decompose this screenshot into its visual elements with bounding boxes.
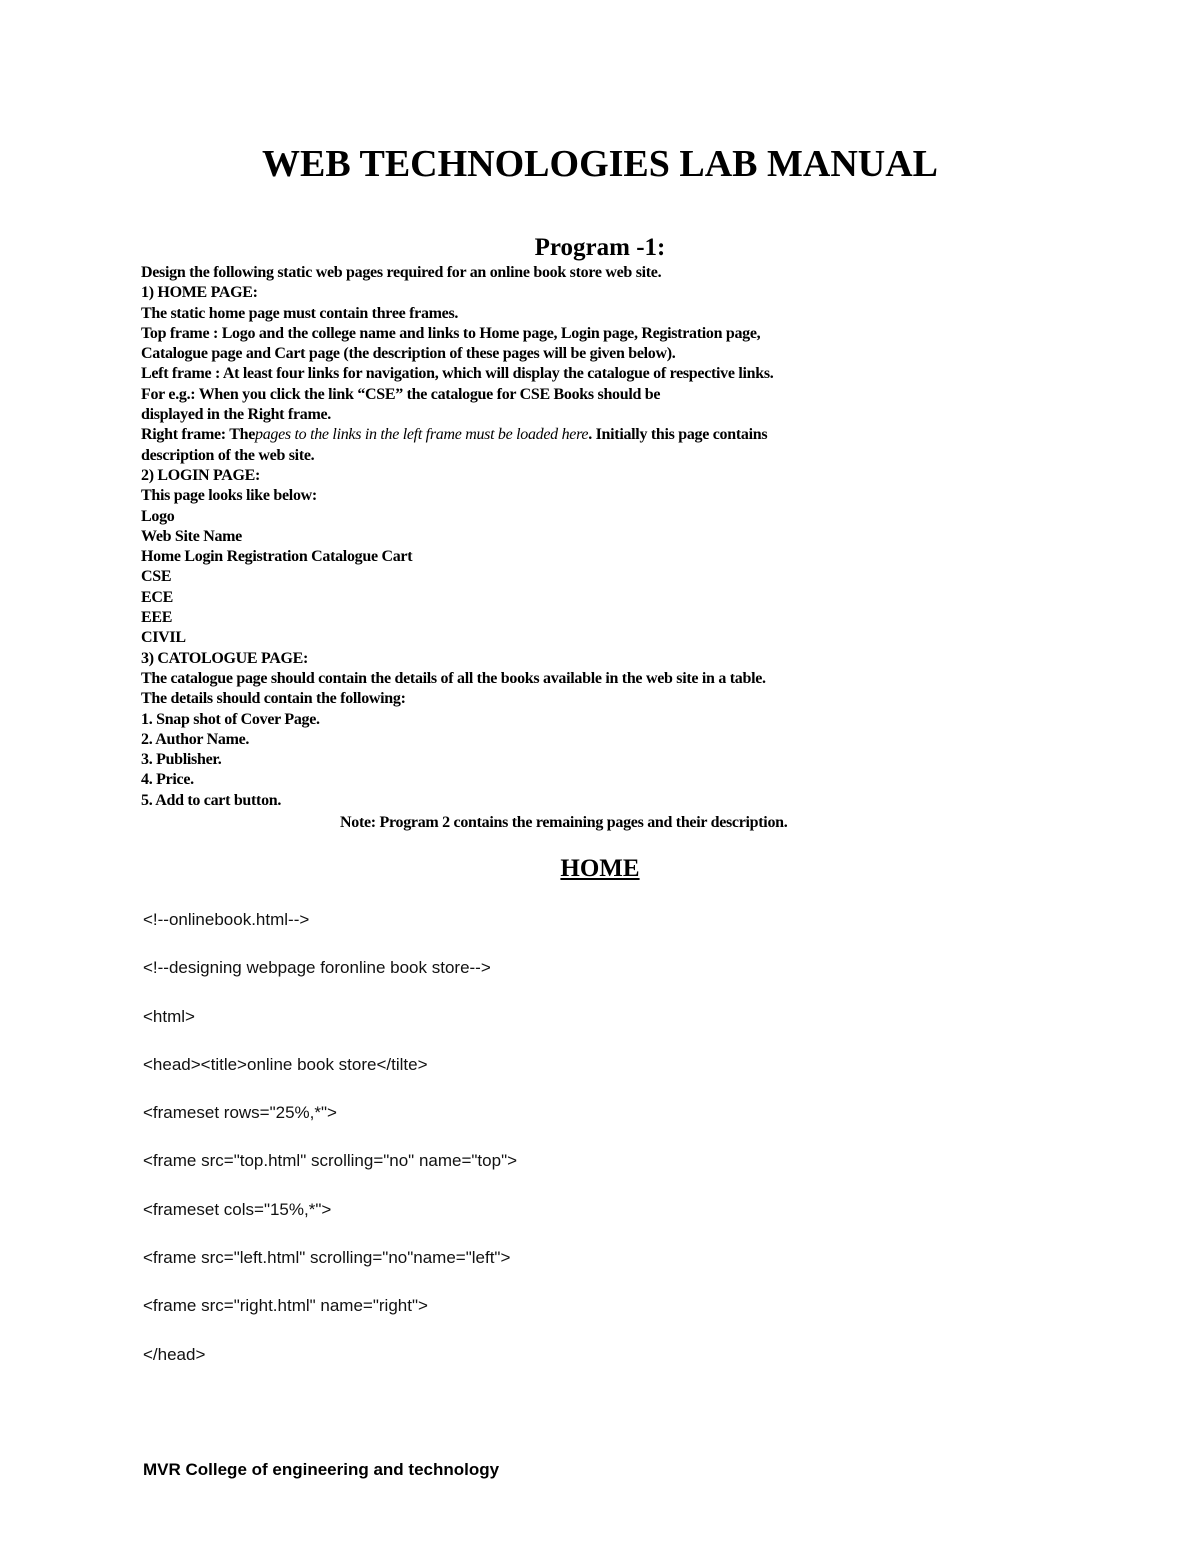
code-listing xyxy=(143,908,517,1391)
text-line: This page looks like below: xyxy=(141,487,317,505)
code-line: <frame src="right.html" name="right"> xyxy=(143,1296,428,1316)
list-item: 1. Snap shot of Cover Page. xyxy=(141,710,320,728)
text-line: ECE xyxy=(141,588,173,606)
program-heading: Program -1: xyxy=(534,234,666,261)
section-heading-catalogue-page: 3) CATOLOGUE PAGE: xyxy=(141,649,309,667)
list-item: 4. Price. xyxy=(141,771,194,789)
code-line: <frame src="top.html" scrolling="no" name="top"> xyxy=(143,1151,518,1171)
code-line: </head> xyxy=(143,1344,206,1364)
document-title: WEB TECHNOLOGIES LAB MANUAL xyxy=(261,143,939,185)
note-text: Note: Program 2 contains the remaining pages and their description. xyxy=(340,814,788,831)
text-line: Top frame : Logo and the college name and links to Home page, Login page, Registration page, xyxy=(141,324,761,342)
code-line: <head><title>online book store</tilte> xyxy=(143,1054,428,1074)
list-item: 5. Add to cart button. xyxy=(141,791,282,809)
text-line: Web Site Name xyxy=(141,527,242,545)
text-line: Left frame : At least four links for navigation, which will display the catalogue of respective links. xyxy=(141,365,774,383)
code-line: <frameset rows="25%,*"> xyxy=(143,1103,337,1123)
code-line: <html> xyxy=(143,1006,195,1026)
home-heading: HOME xyxy=(560,855,640,882)
text-line: description of the web site. xyxy=(141,446,315,464)
text-line: CSE xyxy=(141,568,172,586)
code-line: <frame src="left.html" scrolling="no"name="left"> xyxy=(143,1248,511,1268)
page-footer: MVR College of engineering and technology xyxy=(143,1460,500,1479)
list-item: 2. Author Name. xyxy=(141,730,250,748)
text-line: Home Login Registration Catalogue Cart xyxy=(141,548,413,566)
text-segment: . Initially this page contains xyxy=(588,426,768,444)
section-heading-login-page: 2) LOGIN PAGE: xyxy=(141,466,261,484)
section-heading-home-page: 1) HOME PAGE: xyxy=(141,284,258,302)
code-line: <frameset cols="15%,*"> xyxy=(143,1199,332,1219)
text-line: CIVIL xyxy=(141,629,186,647)
list-item: 3. Publisher. xyxy=(141,751,222,769)
text-line-right-frame xyxy=(141,425,1041,445)
text-line: Catalogue page and Cart page (the description of these pages will be given below). xyxy=(141,345,676,363)
code-line: <!--onlinebook.html--> xyxy=(143,910,310,929)
text-line: The catalogue page should contain the details of all the books available in the web site in a table. xyxy=(141,669,766,687)
text-line: For e.g.: When you click the link “CSE” the catalogue for CSE Books should be xyxy=(141,385,661,403)
text-line: EEE xyxy=(141,609,173,627)
text-segment: Right frame: The xyxy=(141,426,255,444)
text-line: Logo xyxy=(141,507,175,525)
text-line: displayed in the Right frame. xyxy=(141,406,331,424)
text-line: The details should contain the following: xyxy=(141,690,406,708)
italic-text-segment: pages to the links in the left frame must be loaded here xyxy=(255,426,589,444)
code-line: <!--designing webpage foronline book store--> xyxy=(143,958,491,978)
text-line: The static home page must contain three frames. xyxy=(141,304,459,322)
text-line: Design the following static web pages required for an online book store web site. xyxy=(141,264,662,281)
program-description xyxy=(141,263,1041,811)
